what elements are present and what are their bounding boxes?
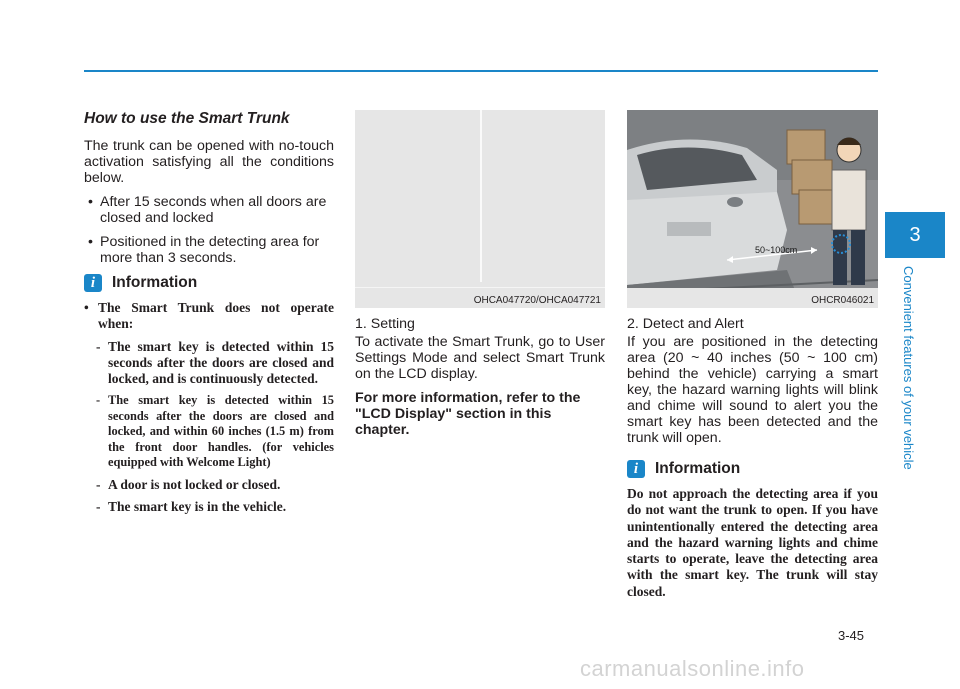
step-title: 1. Setting: [355, 316, 415, 332]
figure-caption: OHCA047720/OHCA047721: [473, 295, 601, 306]
info-header: [627, 460, 878, 478]
info-subitem: - The smart key is detected within 15 seconds after the doors are closed and locked, and is continuously detected.: [96, 338, 334, 387]
reference-note: For more information, refer to the "LCD Display" section in this chapter.: [355, 390, 581, 438]
intro-text: The trunk can be opened with no-touch activation satisfying all the conditions below.: [84, 138, 334, 186]
condition-item: • Positioned in the detecting area for more than 3 seconds.: [84, 234, 334, 266]
info-icon: i: [84, 274, 102, 292]
car-trunk-illustration: [627, 110, 878, 308]
step-text: If you are positioned in the detecting area (20 ~ 40 inches (50 ~ 100 cm) behind the vehicle) carrying a smart key, the hazard warning lights will blink and chime will sound to alert you the smart key has been detected and the trunk will open.: [627, 334, 878, 446]
detect-figure: [627, 110, 878, 308]
setting-figure: [355, 110, 605, 308]
step-title: 2. Detect and Alert: [627, 316, 744, 332]
info-subitem: - The smart key is in the vehicle.: [96, 499, 287, 515]
column-middle: [355, 110, 605, 438]
info-title: Information: [112, 274, 198, 291]
header-rule: [84, 70, 878, 72]
footer-watermark: carmanualsonline.info: [580, 656, 805, 681]
info-body: [84, 300, 334, 516]
section-title: How to use the Smart Trunk: [84, 110, 290, 127]
info-subitem: - The smart key is detected within 15 seconds after the doors are closed and locked, and within 60 inches (1.5 m) from the front door handles. (for vehicles equipped with Welcome Light): [96, 393, 334, 470]
distance-label: 50~100cm: [755, 245, 798, 255]
info-subitem: - A door is not locked or closed.: [96, 476, 281, 492]
info-header: [84, 274, 334, 292]
conditions-list: [84, 194, 334, 266]
figure-divider: [480, 110, 482, 282]
info-title: Information: [655, 460, 741, 477]
figure-caption: OHCR046021: [811, 295, 874, 306]
condition-item: • After 15 seconds when all doors are closed and locked: [84, 194, 334, 226]
page-number: 3-45: [838, 628, 865, 643]
column-left: [84, 110, 334, 522]
step-text: To activate the Smart Trunk, go to User Settings Mode and select Smart Trunk on the LCD display.: [355, 334, 605, 382]
chapter-side-title: Convenient features of your vehicle: [901, 266, 916, 470]
column-right: [627, 110, 878, 600]
chapter-tab: 3: [885, 212, 945, 258]
chapter-side-title-wrap: [901, 266, 923, 496]
info-icon: i: [627, 460, 645, 478]
info-lead: • The Smart Trunk does not operate when:: [84, 300, 334, 333]
info-body: Do not approach the detecting area if you do not want the trunk to open. If you have unintentionally entered the detecting area and the hazard warning lights and chime starts to operate, leave the detecting area with the smart key. The trunk will stay closed.: [627, 486, 878, 599]
